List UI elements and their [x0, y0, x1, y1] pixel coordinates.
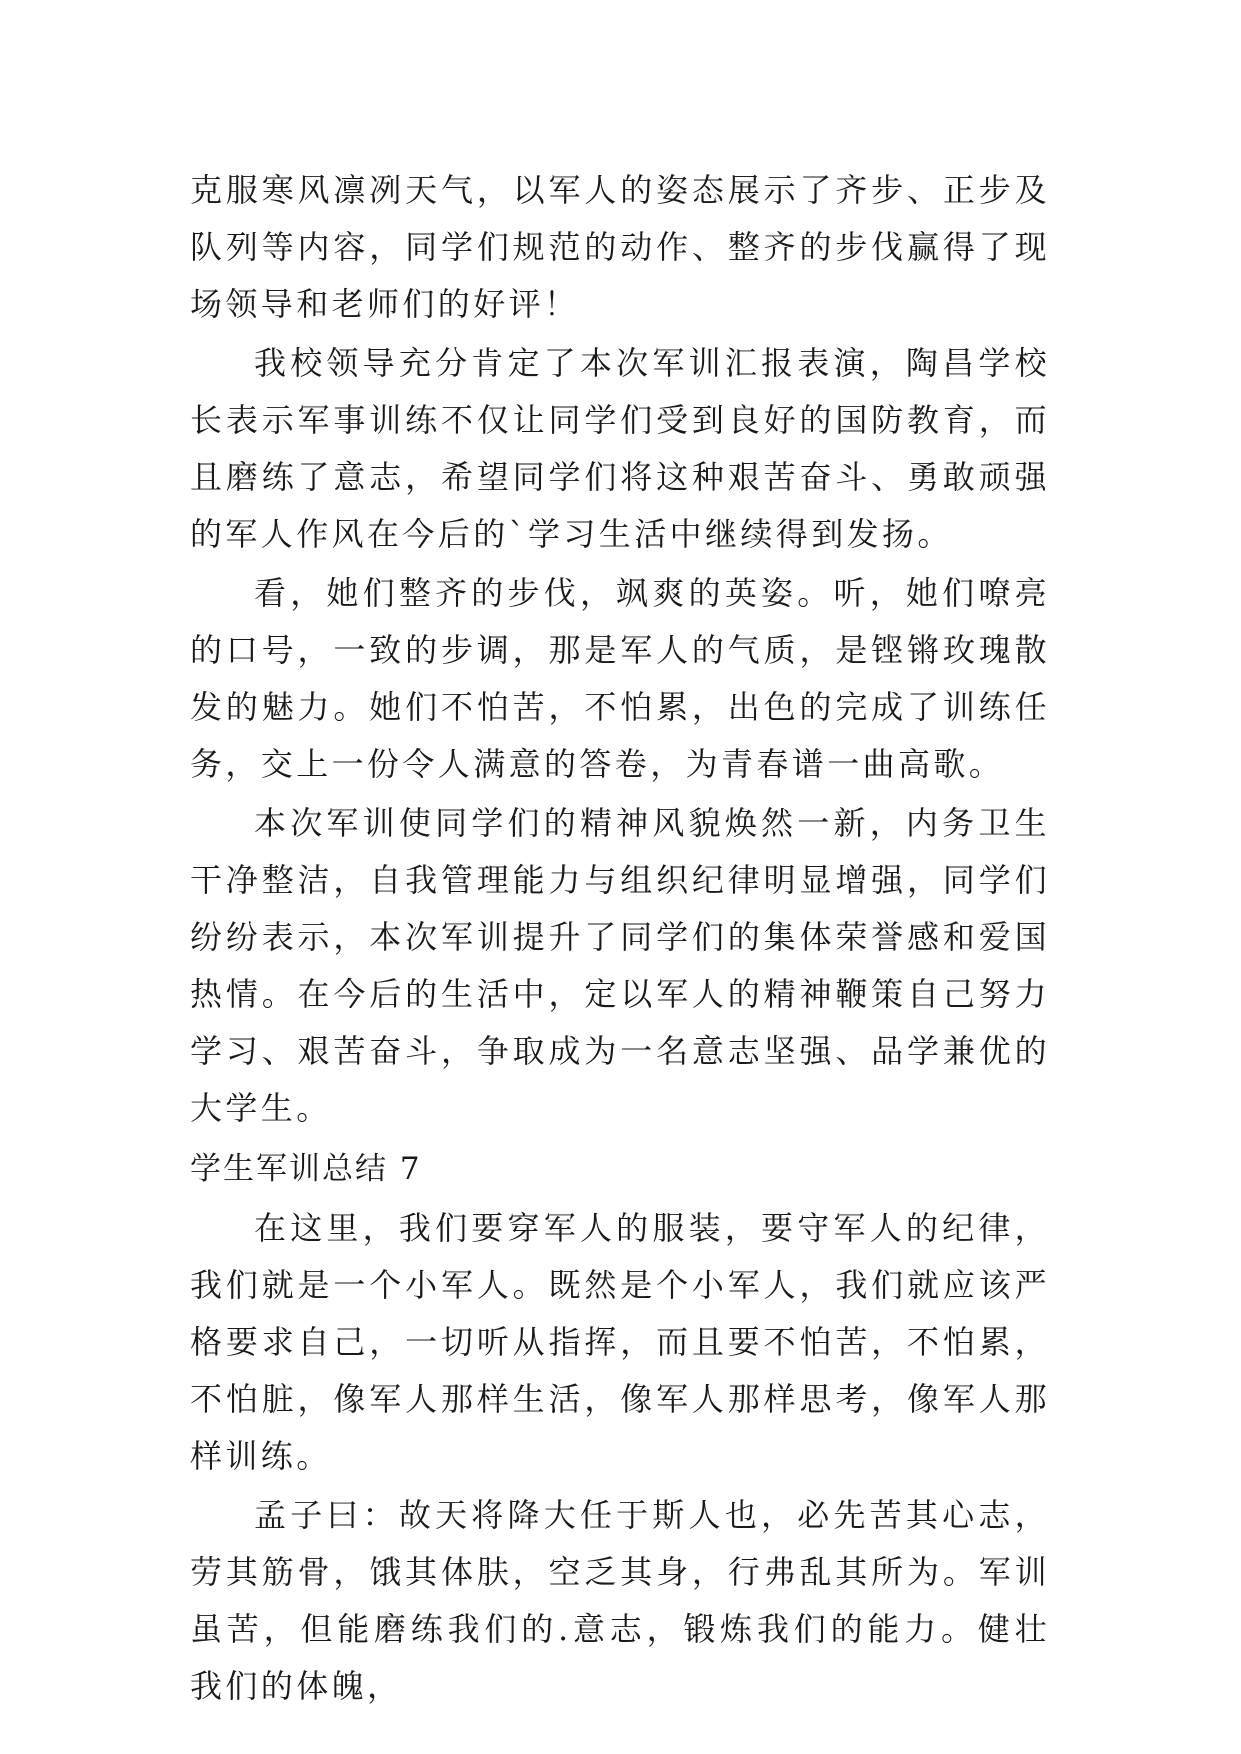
paragraph-6: 孟子曰：故天将降大任于斯人也，必先苦其心志，劳其筋骨，饿其体肤，空乏其身，行弗乱其所为。军训虽苦，但能磨练我们的.意志，锻炼我们的能力。健壮我们的体魄， [190, 1496, 1050, 1705]
document-page [190, 162, 1050, 1717]
paragraph-1: 克服寒风凛冽天气，以军人的姿态展示了齐步、正步及队列等内容，同学们规范的动作、整齐的步伐赢得了现场领导和老师们的好评！ [190, 171, 1050, 323]
paragraph-5: 在这里，我们要穿军人的服装，要守军人的纪律，我们就是一个小军人。既然是个小军人，我们就应该严格要求自己，一切听从指挥，而且要不怕苦，不怕累，不怕脏，像军人那样生活，像军人那样思考，像军人那样训练。 [190, 1209, 1050, 1475]
section-heading: 学生军训总结 7 [190, 1151, 422, 1187]
paragraph-2: 我校领导充分肯定了本次军训汇报表演，陶昌学校长表示军事训练不仅让同学们受到良好的国防教育，而且磨练了意志，希望同学们将这种艰苦奋斗、勇敢顽强的军人作风在今后的`学习生活中继续得到发扬。 [190, 344, 1050, 553]
paragraph-4: 本次军训使同学们的精神风貌焕然一新，内务卫生干净整洁，自我管理能力与组织纪律明显增强，同学们纷纷表示，本次军训提升了同学们的集体荣誉感和爱国热情。在今后的生活中，定以军人的精神鞭策自己努力学习、艰苦奋斗，争取成为一名意志坚强、品学兼优的大学生。 [190, 804, 1050, 1127]
paragraph-3: 看，她们整齐的步伐，飒爽的英姿。听，她们嘹亮的口号，一致的步调，那是军人的气质，是铿锵玫瑰散发的魅力。她们不怕苦，不怕累，出色的完成了训练任务，交上一份令人满意的答卷，为青春谱一曲高歌。 [190, 574, 1050, 783]
